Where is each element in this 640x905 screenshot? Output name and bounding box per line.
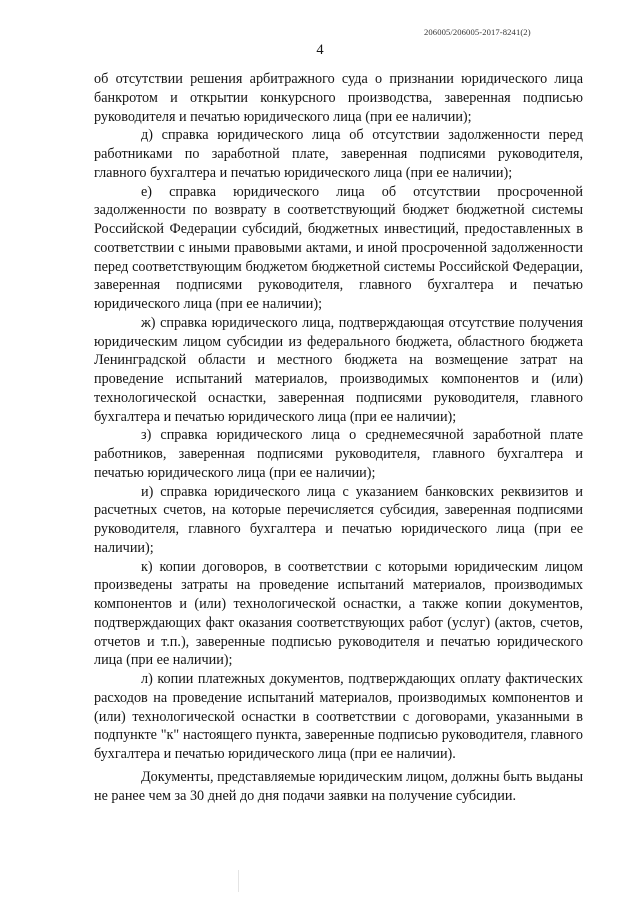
- document-id: 206005/206005-2017-8241(2): [424, 27, 531, 37]
- page-number: 4: [316, 42, 324, 58]
- paragraph-item-d: д) справка юридического лица об отсутствии задолженности перед работниками по заработной плате, заверенная подписями руководителя, главного бухгалтера и печатью юридического лица (при ее наличии);: [94, 127, 583, 181]
- paragraph-item-l: л) копии платежных документов, подтверждающих оплату фактических расходов на проведение испытаний материалов, производимых компонентов и (или) технологической оснастки в соответствии с договорами, указанными в подпункте "к" настоящего пункта, заверенные подписью руководителя, главного бухгалтера и печатью юридического лица (при ее наличии).: [94, 671, 583, 762]
- paragraph-item-k: к) копии договоров, в соответствии с которыми юридическим лицом произведены затраты на проведение испытаний материалов, производимых компонентов и (или) технологической оснастки, а также копии документов, подтверждающих факт оказания соответствующих работ (услуг) (актов, счетов, отчетов и т.п.), заверенные подписью руководителя и печатью юридического лица (при ее наличии);: [94, 558, 583, 669]
- paragraph-item-i: и) справка юридического лица с указанием банковских реквизитов и расчетных счетов, на которые перечисляется субсидия, заверенная подписями руководителя, главного бухгалтера и печатью юридического лица (при ее наличии);: [94, 483, 583, 556]
- paragraph-continuation: об отсутствии решения арбитражного суда о признании юридического лица банкротом и открытии конкурсного производства, заверенная подписью руководителя и печатью юридического лица (при ее наличии);: [94, 71, 583, 125]
- paragraph-item-zh: ж) справка юридического лица, подтверждающая отсутствие получения юридическим лицом субсидии из федерального бюджета, областного бюджета Ленинградской области и местного бюджета на возмещение затрат на проведение испытаний материалов, производимых компонентов и (или) технологической оснастки, заверенная подписями руководителя, главного бухгалтера и печатью юридического лица (при ее наличии);: [94, 314, 583, 425]
- paragraph-documents-validity: Документы, представляемые юридическим лицом, должны быть выданы не ранее чем за 30 дней до дня подачи заявки на получение субсидии.: [94, 768, 583, 804]
- paragraph-item-e: е) справка юридического лица об отсутствии просроченной задолженности по возврату в соответствующий бюджет бюджетной системы Российской Федерации субсидий, бюджетных инвестиций, предоставленных в соответствии с иными правовыми актами, и иной просроченной задолженности перед соответствующим бюджетом бюджетной системы Российской Федерации, заверенная подписями руководителя, главного бухгалтера и печатью юридического лица (при ее наличии);: [94, 183, 583, 312]
- scan-artifact-line: [238, 870, 239, 892]
- document-body: [94, 70, 583, 805]
- paragraph-item-z: з) справка юридического лица о среднемесячной заработной плате работников, заверенная подписями руководителя, главного бухгалтера и печатью юридического лица (при ее наличии);: [94, 427, 583, 481]
